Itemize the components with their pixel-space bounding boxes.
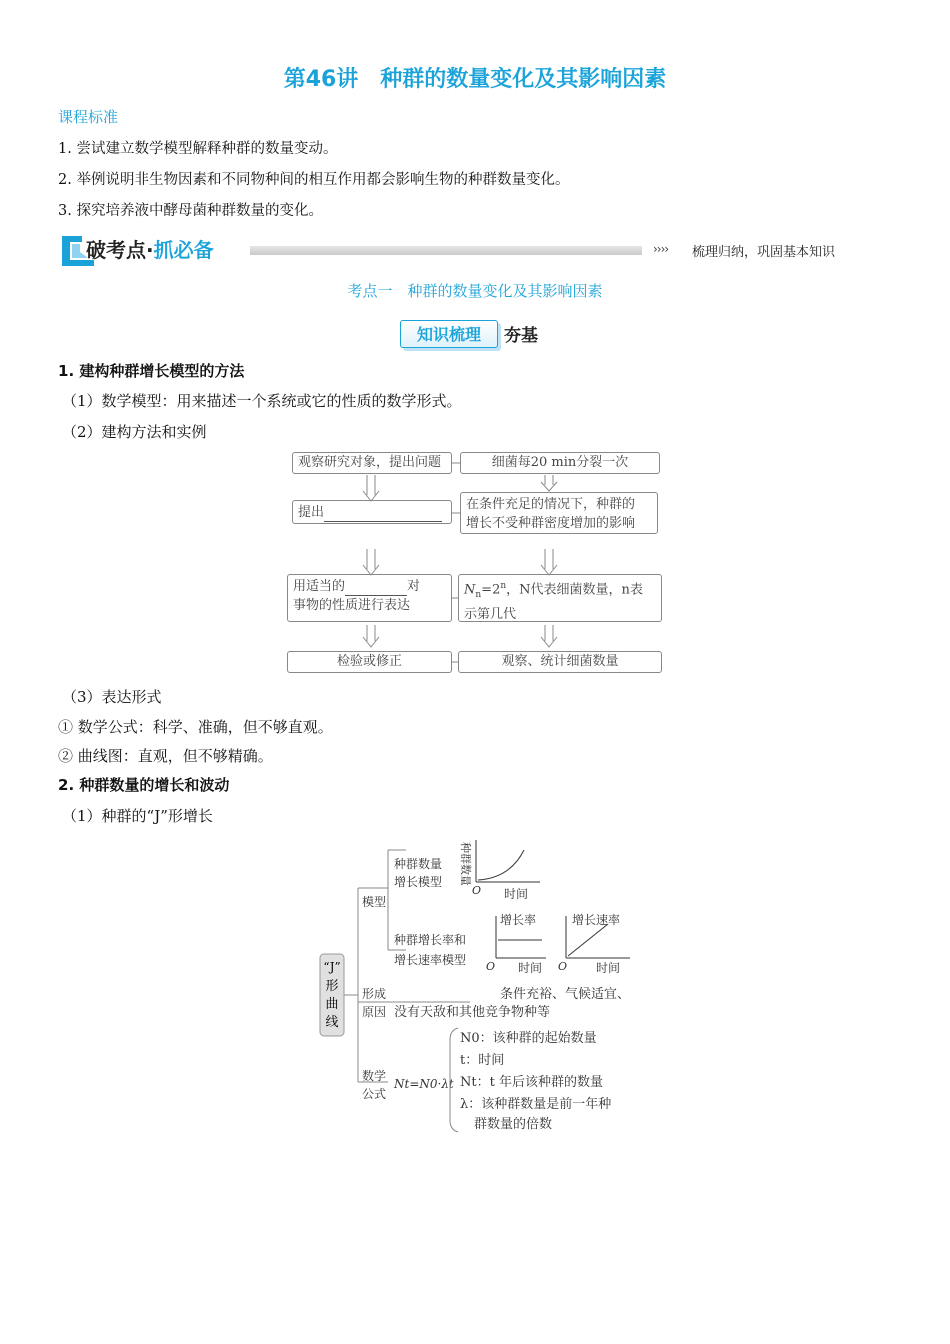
model-label: 模型 <box>362 895 387 909</box>
section2-heading: 2. 种群数量的增长和波动 <box>58 776 230 794</box>
def-4b: 群数量的倍数 <box>474 1117 553 1132</box>
flow-left-4: 检验或修正 <box>287 651 452 673</box>
graph1-origin: O <box>472 884 482 897</box>
model-b-1: 种群增长率和 <box>394 933 467 947</box>
flow-right-2: 在条件充足的情况下，种群的 增长不受种群密度增加的影响 <box>460 492 658 534</box>
cause-text-2: 没有天敌和其他竞争物种等 <box>394 1005 551 1020</box>
cause-text-1: 条件充裕、气候适宜、 <box>500 987 631 1002</box>
arrow-down-icon <box>363 549 379 575</box>
zhishi-extra: 夯基 <box>504 326 538 346</box>
graph3-ylabel: 增长速率 <box>572 913 621 927</box>
def-1: N0：该种群的起始数量 <box>460 1031 597 1046</box>
j-root-2: 形 <box>325 979 339 994</box>
arrow-down-icon <box>541 475 557 491</box>
standard-item-2: 2. 举例说明非生物因素和不同物种间的相互作用都会影响生物的种群数量变化。 <box>58 172 570 188</box>
banner-title-b: 抓必备 <box>153 238 214 262</box>
graph2-origin: O <box>486 960 496 973</box>
banner-bar <box>250 246 642 255</box>
j-root-3: 曲 <box>325 997 339 1012</box>
section1-p3: （3）表达形式 <box>62 688 162 706</box>
model-a-1: 种群数量 <box>394 857 443 871</box>
section2-p1: （1）种群的“J”形增长 <box>62 807 213 825</box>
def-2: t：时间 <box>460 1053 505 1068</box>
kaodian-heading: 考点一 种群的数量变化及其影响因素 <box>347 282 603 300</box>
zhishi-label: 知识梳理 <box>416 325 481 344</box>
section1-heading: 1. 建构种群增长模型的方法 <box>58 362 245 380</box>
banner-arrows-icon: ›››› <box>653 242 669 256</box>
section1-p2: （2）建构方法和实例 <box>62 423 207 441</box>
def-4a: λ：该种群数量是前一年种 <box>460 1097 612 1112</box>
flow-right-3: $N_n=2^n$，N代表细菌数量，n表 示第几代 <box>458 574 662 622</box>
flow-left-1: 观察研究对象，提出问题 <box>292 452 452 474</box>
j-curve-map <box>310 830 670 1140</box>
flow-left-2: 提出 <box>292 500 452 524</box>
section1-p4: ① 数学公式：科学、准确，但不够直观。 <box>58 718 333 736</box>
cause-label-1: 形成 <box>362 987 387 1001</box>
graph3-time: 时间 <box>596 961 621 975</box>
arrow-down-icon <box>541 625 557 647</box>
flow-arrows <box>280 445 680 685</box>
banner-subtitle: 梳理归纳，巩固基本知识 <box>692 245 836 260</box>
math-label-1: 数学 <box>362 1069 387 1083</box>
math-label-2: 公式 <box>362 1087 387 1101</box>
section1-p1: （1）数学模型：用来描述一个系统或它的性质的数学形式。 <box>62 392 462 410</box>
banner-title-a: 破考点· <box>86 238 154 262</box>
flow-left-3: 用适当的 对 事物的性质进行表达 <box>287 574 452 622</box>
j-root-1: “J” <box>323 960 341 974</box>
model-b-2: 增长速率模型 <box>394 953 467 967</box>
graph2-ylabel: 增长率 <box>500 913 537 927</box>
arrow-down-icon <box>363 625 379 647</box>
graph1-time: 时间 <box>504 887 529 901</box>
graph1-ylabel: 种群数量 <box>459 842 472 886</box>
graph2-time: 时间 <box>518 961 543 975</box>
section1-p5: ② 曲线图：直观，但不够精确。 <box>58 747 273 765</box>
def-3: Nt：t 年后该种群的数量 <box>460 1075 603 1090</box>
standard-heading: 课程标准 <box>58 108 119 126</box>
standard-item-3: 3. 探究培养液中酵母菌种群数量的变化。 <box>58 203 323 219</box>
arrow-down-icon <box>541 549 557 575</box>
standard-item-1: 1. 尝试建立数学模型解释种群的数量变动。 <box>58 141 338 157</box>
formula: Nt=N0·λt <box>394 1077 454 1091</box>
page-title: 第46讲 种群的数量变化及其影响因素 <box>283 67 667 92</box>
graph1-axes <box>476 840 540 882</box>
flow-right-1: 细菌每20 min分裂一次 <box>460 452 660 474</box>
model-a-2: 增长模型 <box>394 875 443 889</box>
cause-label-2: 原因 <box>362 1005 387 1019</box>
banner-title <box>86 234 214 263</box>
flow-right-4: 观察、统计细菌数量 <box>458 651 662 673</box>
j-root-4: 线 <box>325 1015 339 1030</box>
arrow-down-icon <box>363 475 379 501</box>
graph3-origin: O <box>558 960 568 973</box>
